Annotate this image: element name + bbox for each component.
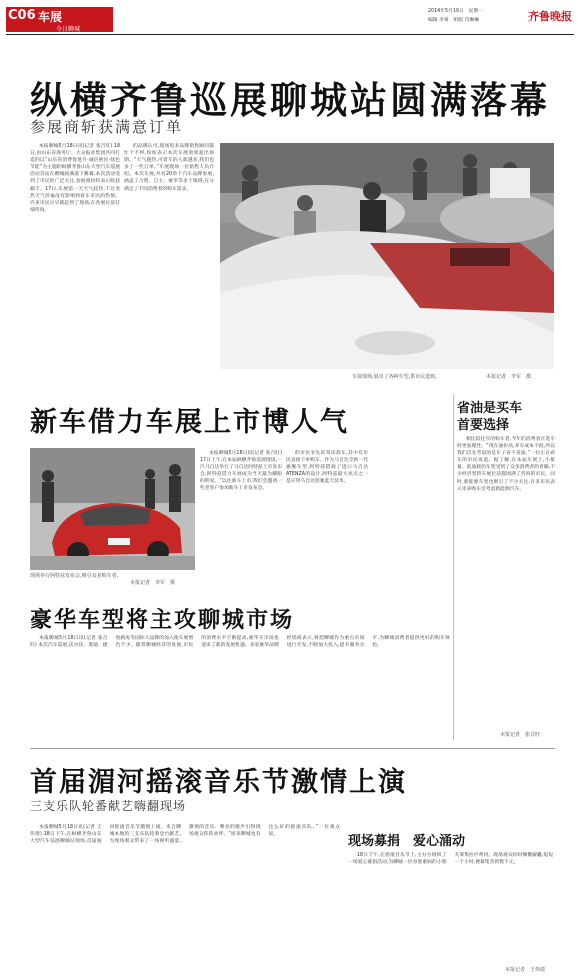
story4-title: 首届湄河摇滚音乐节激情上演: [30, 767, 407, 798]
story1-title: 纵横齐鲁巡展聊城站圆满落幕: [30, 79, 550, 122]
story5-body: 18日下午,在摇滚音乐节上,主办方组织了一场爱心募捐活动,为聊城一位身患重病的小朋友筹集医疗费用。现场观众纷纷慷慨解囊,短短一个小时,便募集善款数千元。: [348, 853, 553, 866]
story2-col2: 的市民争先试驾该款车,其中有市民直接下单购车。作为马自达全新一代旗舰车型,阿特兹搭载了进口马自达ATENZA的设计,阿特兹最大亮点之一是应用马自达创驰蓝天技术。: [286, 451, 368, 485]
car-show-photo: [220, 143, 554, 369]
story1-subtitle: 参展商斩获满意订单: [30, 118, 184, 136]
story1-col2: 的品牌认可,现场很多品牌销售顾问都忙个不停,纷纷表示本次车展效果超出预期。“天气越热,可着车的人就越多,我们也多了一些订单。”车展现场一位销售人员介绍。本次车展,共有20余个汽车品牌参展,涵盖了合资、自主、豪华等多个领域,充分满足了不同消费者的购车需求。: [124, 144, 214, 192]
mazda-launch-photo: [30, 448, 195, 570]
header-rule: [6, 34, 574, 35]
story2-title: 新车借力车展上市博人气: [30, 407, 349, 438]
photo1-caption: 车展现场,展出了各种车型,供市民选购。: [352, 374, 441, 380]
date-line: 2014年5月19日 星期一: [428, 9, 483, 14]
story4-body: 本报聊城5月18日讯(记者 王伟倩) 18日下午,在纵横齐鲁山东大型汽车巡展聊城站现场,首届湄河摇滚音乐节激情上演。来自聊城本地的三支乐队轮番登台献艺,为现场观众带来了一场视听盛宴,激情的音乐、嘹亮的歌声引得现场观众阵阵欢呼。“原来聊城也有这么好的摇滚乐队。”一位观众说。: [30, 825, 340, 845]
sidebar-title-line2: 首要选择: [457, 418, 510, 433]
section-rule: [30, 748, 555, 749]
story1-col1: 本报聊城5月18日讯(记者 张召旺) 18日,由山东省商务厅、大众报业集团共同打造的以“山东省消费促进月·诚信惠民·绿色节能”为主题的纵横齐鲁山东大型汽车巡展活动首站在聊城圆满落下帷幕,本次活动受到了市民的广泛关注,参展商纷纷表示收获颇丰。17日,车展第一天天气较热,不过炎热天气丝毫没有影响到看车市民的热情。许多市民早早就赶到了现场,在各展位前仔细咨询。: [30, 144, 120, 213]
page-code: C06: [8, 8, 36, 23]
story4-subtitle: 三支乐队轮番献艺嗨翻现场: [30, 799, 187, 813]
photo2-caption: 现场举行阿特兹发布会,吸引众多购车者。: [30, 573, 122, 579]
story2-col1: 本报聊城5月18日讯(记者 张召旺) 17日上午,在本届纵横齐鲁巡展现场,一汽马自达举行了马自达阿特兹上市发布会,阿特兹借力车展成为当天最为耀眼的明星。“以往新车上市,我们会邀请一些老客户参加新车上市发布会。: [200, 451, 282, 492]
editor-line: 编辑 李爽 组版 肖琳琳: [428, 18, 480, 23]
story5-title: 现场募捐 爱心涌动: [348, 834, 466, 849]
section-sub: 今日聊城: [56, 26, 81, 33]
section-name: 车展: [38, 10, 63, 24]
brand-logo: 齐鲁晚报: [528, 10, 572, 23]
photo1-credit: 本报记者 李军 摄: [486, 374, 532, 380]
sidebar-divider: [453, 395, 454, 740]
story1-col3: [172, 300, 214, 370]
page-header: [0, 0, 580, 40]
photo2-credit: 本报记者 李军 摄: [130, 580, 176, 586]
car-show-illustration: [220, 143, 554, 369]
story3-title: 豪华车型将主攻聊城市场: [30, 608, 295, 633]
mazda-illustration: [30, 448, 195, 570]
story3-col1: 本报聊城5月18日讯(记者 张召旺) 本次汽车巡展,沃尔沃、奥迪、捷豹路虎等国际大品牌的加入使车展增色不少。随着聊城经济的发展,市民的消费水平不断提高,豪华车市场也迎来了新的发展机遇。多家豪华品牌经销商表示,将把聊城作为重点市场进行开发,不断加大投入,提升服务水平,为聊城消费者提供更好的购车体验。: [30, 636, 450, 649]
sidebar-title-line1: 省油是买车: [457, 401, 523, 416]
sidebar-body: 相比较往年的购车者,今年的消费者在选车时更加理性。“现在油价高,养车成本不低,所以我们首先考虑的是车子省不省油。”一位正在看车的市民说道。据了解,在本届车展上,小排量、低油耗的车型受到了众多消费者的青睐,不少经济型轿车展位前都围满了咨询的市民。同时,新能源车型也吸引了不少关注,许多市民表示未来购车会考虑新能源汽车。: [457, 437, 555, 492]
sidebar-credit: 本报记者 张召旺: [500, 732, 541, 738]
story5-credit: 本报记者 王伟倩: [505, 967, 546, 973]
